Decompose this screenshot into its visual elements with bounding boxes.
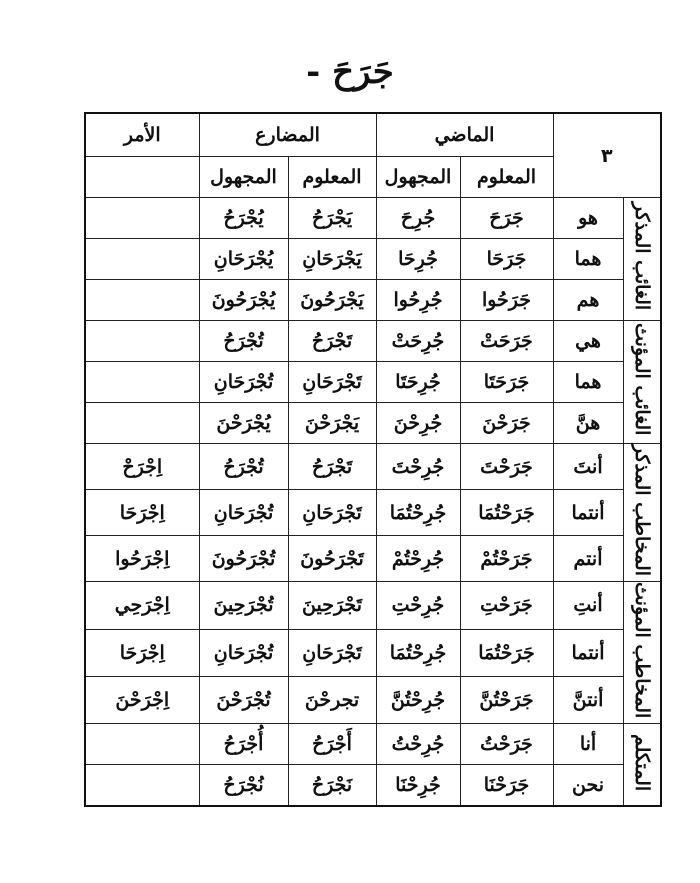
present-active-cell: تَجْرَحَانِ: [288, 362, 376, 403]
past-passive-cell: جُرِحَ: [376, 198, 460, 239]
group-label-text: المخاطب المذكر: [630, 444, 653, 577]
present-active-cell: تَجْرَحِينَ: [288, 582, 376, 629]
imperative-cell: [85, 198, 199, 239]
pronoun-cell: هم: [553, 280, 623, 321]
present-passive-cell: تُجْرَحَانِ: [199, 629, 288, 676]
table-row: [85, 676, 661, 723]
past-passive-cell: جُرِحْتُ: [376, 724, 460, 765]
header-present-passive: المجهول: [199, 157, 288, 198]
present-passive-cell: يُجْرَحُ: [199, 198, 288, 239]
imperative-cell: اِجْرَحَا: [85, 629, 199, 676]
table-row: [85, 280, 661, 321]
present-passive-cell: أُجْرَحُ: [199, 724, 288, 765]
imperative-cell: [85, 765, 199, 807]
header-imperative-empty: [85, 157, 199, 198]
present-active-cell: أَجْرَحُ: [288, 724, 376, 765]
pronoun-cell: أنتم: [553, 536, 623, 582]
present-passive-cell: تُجْرَحُونَ: [199, 536, 288, 582]
present-active-cell: نَجْرَحُ: [288, 765, 376, 807]
header-present-active: المعلوم: [288, 157, 376, 198]
past-passive-cell: جُرِحُوا: [376, 280, 460, 321]
present-active-cell: يَجْرَحُ: [288, 198, 376, 239]
pronoun-cell: هما: [553, 362, 623, 403]
past-passive-cell: جُرِحْتُمْ: [376, 536, 460, 582]
past-active-cell: جَرَحْتُمَا: [460, 629, 553, 676]
present-active-cell: تجرحْنَ: [288, 676, 376, 723]
past-passive-cell: جُرِحْتَ: [376, 444, 460, 490]
table-row: [85, 239, 661, 280]
present-active-cell: تَجْرَحُ: [288, 321, 376, 362]
group-label-text: المتكلم: [630, 733, 653, 791]
past-passive-cell: جُرِحْتُمَا: [376, 629, 460, 676]
pronoun-cell: أنتِ: [553, 582, 623, 629]
imperative-cell: [85, 280, 199, 321]
imperative-cell: اِجْرَحْ: [85, 444, 199, 490]
group-label-text: المخاطب المؤنث: [630, 582, 653, 719]
table-row: [85, 765, 661, 807]
table-number: ٣: [553, 113, 661, 198]
table-row: [85, 403, 661, 444]
present-passive-cell: نُجْرَحُ: [199, 765, 288, 807]
group-label: [623, 198, 661, 321]
table-row: [85, 198, 661, 239]
page-title: جَرَحَ -: [306, 52, 394, 92]
header-imperative: الأمر: [85, 113, 199, 157]
imperative-cell: [85, 362, 199, 403]
group-label-text: الغائب المذكر: [630, 202, 653, 311]
pronoun-cell: أنتما: [553, 490, 623, 536]
present-passive-cell: تُجْرَحَانِ: [199, 362, 288, 403]
present-active-cell: يَجْرَحْنَ: [288, 403, 376, 444]
imperative-cell: اِجْرَحْنَ: [85, 676, 199, 723]
past-passive-cell: جُرِحْتِ: [376, 582, 460, 629]
past-active-cell: جَرَحَتَا: [460, 362, 553, 403]
group-label: [623, 444, 661, 582]
past-active-cell: جَرَحْتُمَا: [460, 490, 553, 536]
pronoun-cell: أنتَ: [553, 444, 623, 490]
past-active-cell: جَرَحَ: [460, 198, 553, 239]
past-passive-cell: جُرِحَتَا: [376, 362, 460, 403]
past-active-cell: جَرَحَتْ: [460, 321, 553, 362]
present-active-cell: تَجْرَحُونَ: [288, 536, 376, 582]
group-label: [623, 321, 661, 444]
past-active-cell: جَرَحْتُمْ: [460, 536, 553, 582]
present-active-cell: يَجْرَحَانِ: [288, 239, 376, 280]
pronoun-cell: أنتنَّ: [553, 676, 623, 723]
table-row: [85, 490, 661, 536]
past-active-cell: جَرَحْنَا: [460, 765, 553, 807]
past-passive-cell: جُرِحَتْ: [376, 321, 460, 362]
imperative-cell: اِجْرَحَا: [85, 490, 199, 536]
table-row: [85, 362, 661, 403]
header-present: المضارع: [199, 113, 376, 157]
present-passive-cell: يُجْرَحَانِ: [199, 239, 288, 280]
imperative-cell: [85, 321, 199, 362]
imperative-cell: اِجْرَحُوا: [85, 536, 199, 582]
pronoun-cell: هو: [553, 198, 623, 239]
past-active-cell: جَرَحُوا: [460, 280, 553, 321]
present-passive-cell: يُجْرَحُونَ: [199, 280, 288, 321]
group-label: [623, 724, 661, 807]
present-passive-cell: تُجْرَحُ: [199, 444, 288, 490]
present-passive-cell: تُجْرَحْنَ: [199, 676, 288, 723]
table-row: [85, 724, 661, 765]
past-passive-cell: جُرِحْتُنَّ: [376, 676, 460, 723]
pronoun-cell: نحن: [553, 765, 623, 807]
imperative-cell: [85, 239, 199, 280]
past-active-cell: جَرَحْتُنَّ: [460, 676, 553, 723]
table-row: [85, 536, 661, 582]
imperative-cell: [85, 724, 199, 765]
present-passive-cell: يُجْرَحْنَ: [199, 403, 288, 444]
pronoun-cell: أنتما: [553, 629, 623, 676]
header-past-passive: المجهول: [376, 157, 460, 198]
group-label: [623, 582, 661, 724]
header-past-active: المعلوم: [460, 157, 553, 198]
present-passive-cell: تُجْرَحُ: [199, 321, 288, 362]
group-label-text: الغائب المؤنث: [630, 323, 653, 436]
present-active-cell: تَجْرَحَانِ: [288, 490, 376, 536]
table-row: [85, 582, 661, 629]
past-passive-cell: جُرِحْنَا: [376, 765, 460, 807]
table-row: [85, 444, 661, 490]
present-active-cell: يَجْرَحُونَ: [288, 280, 376, 321]
present-active-cell: تَجْرَحُ: [288, 444, 376, 490]
present-passive-cell: تُجْرَحِينَ: [199, 582, 288, 629]
conjugation-table: [84, 112, 662, 807]
past-passive-cell: جُرِحَا: [376, 239, 460, 280]
past-active-cell: جَرَحْتِ: [460, 582, 553, 629]
pronoun-cell: أنا: [553, 724, 623, 765]
table-row: [85, 321, 661, 362]
pronoun-cell: هي: [553, 321, 623, 362]
header-past: الماضي: [376, 113, 553, 157]
past-active-cell: جَرَحْنَ: [460, 403, 553, 444]
imperative-cell: [85, 403, 199, 444]
past-passive-cell: جُرِحْتُمَا: [376, 490, 460, 536]
past-passive-cell: جُرِحْنَ: [376, 403, 460, 444]
pronoun-cell: هما: [553, 239, 623, 280]
past-active-cell: جَرَحْتُ: [460, 724, 553, 765]
imperative-cell: اِجْرَحِي: [85, 582, 199, 629]
past-active-cell: جَرَحَا: [460, 239, 553, 280]
table-row: [85, 629, 661, 676]
present-passive-cell: تُجْرَحَانِ: [199, 490, 288, 536]
present-active-cell: تَجْرَحَانِ: [288, 629, 376, 676]
past-active-cell: جَرَحْتَ: [460, 444, 553, 490]
pronoun-cell: هنَّ: [553, 403, 623, 444]
